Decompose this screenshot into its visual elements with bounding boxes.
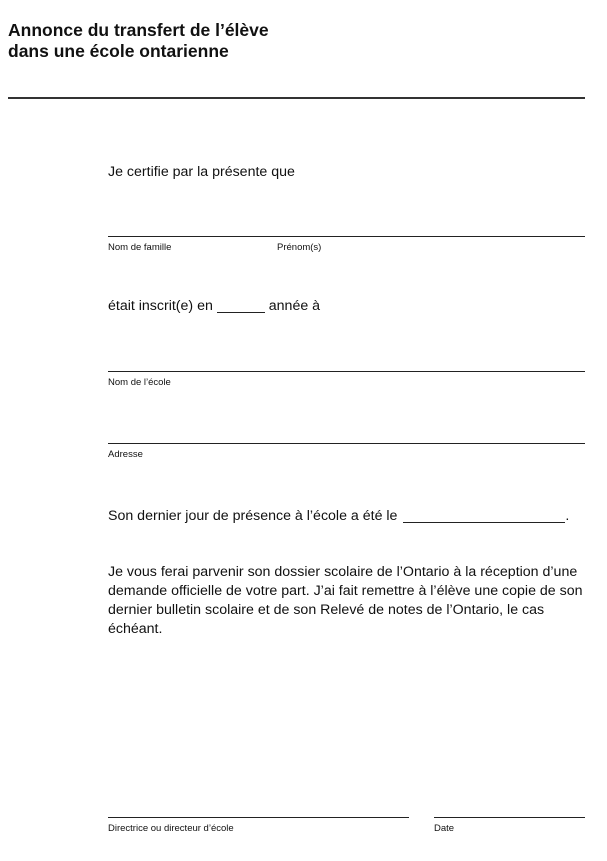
first-name-label: Prénom(s) (277, 242, 322, 253)
enrolled-prefix: était inscrit(e) en (108, 298, 213, 314)
enrolled-sentence (108, 297, 320, 315)
school-name-label: Nom de l’école (108, 377, 171, 388)
record-paragraph: Je vous ferai parvenir son dossier scolaire de l’Ontario à la réception d’une demande officielle de votre part. J’ai fait remettre à l’élève une copie de son dernier bulletin scolaire et de son Relevé de notes de l’Ontario, le cas échéant. (108, 564, 583, 637)
header-divider (8, 97, 585, 99)
form-title (8, 20, 269, 62)
last-day-blank[interactable] (403, 508, 565, 523)
grade-blank[interactable] (217, 298, 265, 313)
principal-label: Directrice ou directeur d’école (108, 823, 234, 834)
date-label: Date (434, 823, 455, 834)
last-name-label: Nom de famille (108, 242, 172, 253)
student-name-line[interactable] (108, 236, 585, 237)
form-title-line-1: Annonce du transfert de l’élève (8, 20, 269, 40)
last-day-sentence (108, 507, 569, 525)
principal-signature-line[interactable] (108, 817, 409, 818)
certify-text: Je certifie par la présente que (108, 164, 295, 180)
enrolled-suffix: année à (268, 298, 321, 314)
address-line[interactable] (108, 443, 585, 444)
form-title-line-2: dans une école ontarienne (8, 41, 229, 61)
date-line[interactable] (434, 817, 585, 818)
address-label: Adresse (108, 449, 143, 460)
school-name-line[interactable] (108, 371, 585, 372)
last-day-text: Son dernier jour de présence à l’école a été le (108, 508, 398, 524)
last-day-period: . (565, 508, 570, 524)
